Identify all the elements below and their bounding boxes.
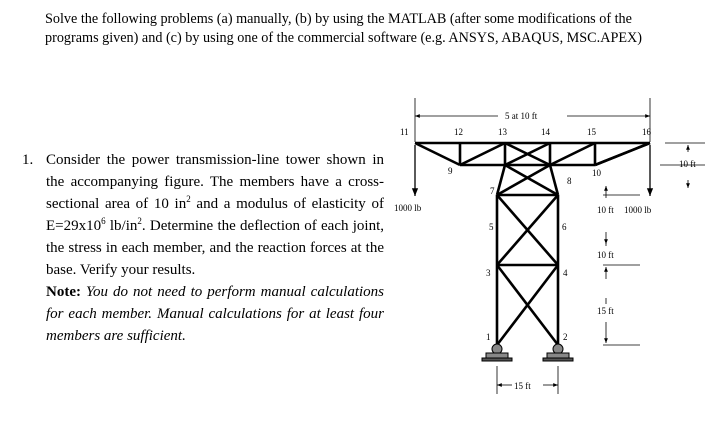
node-label-16: 16 <box>642 127 651 137</box>
node-label-1: 1 <box>486 332 491 342</box>
node-label-11: 11 <box>400 127 409 137</box>
problem-number: 1. <box>22 152 34 168</box>
load-left-label: 1000 lb <box>394 203 422 213</box>
node-label-13: 13 <box>498 127 507 137</box>
dim-10ft-label-b: 10 ft <box>597 250 614 260</box>
support-left <box>482 344 512 361</box>
node-label-7: 7 <box>490 186 495 196</box>
node-labels <box>400 127 652 342</box>
node-label-10: 10 <box>592 168 601 178</box>
node-label-3: 3 <box>486 268 491 278</box>
node-label-8: 8 <box>567 176 572 186</box>
node-label-5: 5 <box>489 222 494 232</box>
node-label-12: 12 <box>454 127 463 137</box>
instructions-text: Solve the following problems (a) manually, (b) by using the MATLAB (after some modifications of the programs given) and (c) by using one of the commercial software (e.g. ANSYS, ABAQUS, MSC.APEX) <box>45 11 642 46</box>
node-label-4: 4 <box>563 268 568 278</box>
dim-10ft-label-a: 10 ft <box>597 205 614 215</box>
node-label-2: 2 <box>563 332 568 342</box>
node-label-14: 14 <box>541 127 550 137</box>
node-label-15: 15 <box>587 127 596 137</box>
problem-note: Note: You do not need to perform manual calculations for each member. Manual calculations for at least four members are sufficient. <box>46 284 384 344</box>
dim-base-label: 15 ft <box>514 381 531 391</box>
problem-statement: Consider the power transmission-line tower shown in the accompanying figure. The members have a cross-sectional area of 10 $in^2$ and a modulus of elasticity of $E=29x10^6$ $lb/in^2$. Determine the deflection of each joint, the stress in each member, and the reaction forces at the base. Verify your results. <box>46 152 384 278</box>
node-label-6: 6 <box>562 222 567 232</box>
support-right <box>543 344 573 361</box>
load-right-label: 1000 lb <box>624 205 652 215</box>
dim-right-top-label: 10 ft <box>679 159 696 169</box>
dim-15ft-label: 15 ft <box>597 306 614 316</box>
dim-top-label: 5 at 10 ft <box>505 111 538 121</box>
node-label-9: 9 <box>448 166 453 176</box>
